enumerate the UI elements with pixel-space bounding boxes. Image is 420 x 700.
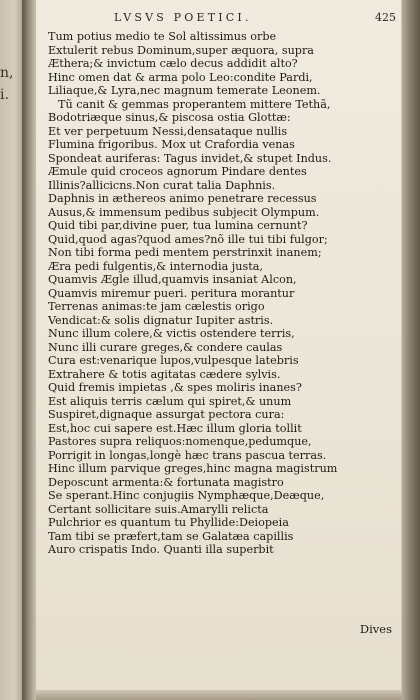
- verse-line: Extulerit rebus Dominum,super æquora, supra: [48, 43, 314, 57]
- verse-line: Cura est:venarique lupos,vulpesque latebris: [48, 354, 299, 367]
- verse-line: Pulchrior es quantum tu Phyllide:Deiopeia: [48, 516, 289, 529]
- running-head: [36, 11, 402, 27]
- verse-line: Spondeat auriferas: Tagus invidet,& stupet Indus.: [48, 151, 332, 165]
- verse-line: Auro crispatis Indo. Quanti illa superbit: [48, 543, 274, 556]
- verse-line: Suspiret,dignaque assurgat pectora cura:: [48, 408, 285, 421]
- verse-line: Porrigit in longas,longè hæc trans pascua terras.: [48, 448, 327, 462]
- verse-line: Quid tibi par,divine puer, tua lumina cernunt?: [48, 219, 308, 232]
- catchword: Dives: [359, 622, 392, 636]
- verse-line: Bodotriæque sinus,& piscosa ostia Glottæ:: [48, 111, 291, 124]
- verse-line: Tum potius medio te Sol altissimus orbe: [48, 30, 277, 43]
- verse-line: Tũ canit & gemmas properantem mittere Tethã,: [58, 97, 331, 111]
- verse-line: Quid,quod agas?quod ames?nõ ille tui tibi fulgor;: [48, 232, 328, 246]
- page-right-edge: [402, 0, 420, 700]
- verse-line: Et ver perpetuum Nessi,densataque nullis: [48, 124, 288, 138]
- verse-line: Nunc illum colere,& victis ostendere terris,: [48, 327, 295, 340]
- verse-line: Illinis?allicicns.Non curat talia Daphnis.: [48, 178, 276, 192]
- verse-line: Se sperant.Hinc conjugiis Nymphæque,Deæque,: [48, 489, 325, 502]
- verse-line: Æra pedi fulgentis,& internodia justa,: [48, 259, 263, 273]
- verse-line: Vendicat:& solis dignatur Iupiter astris.: [48, 313, 274, 327]
- verse-line: Liliaque,& Lyra,nec magnum temerate Leonem.: [48, 84, 321, 97]
- verse-line: Terrenas animas:te jam cælestis origo: [48, 300, 265, 313]
- verse-block: [48, 30, 398, 557]
- previous-page-edge: [0, 0, 24, 700]
- verse-line: Æthera;& invictum cælo decus addidit alto?: [48, 57, 298, 70]
- previous-page-fragment: i.: [0, 87, 9, 103]
- verse-line: Æmule quid croceos agnorum Pindare dentes: [48, 165, 307, 178]
- verse-line: Non tibi forma pedi mentem perstrinxit inanem;: [48, 246, 322, 259]
- verse-line: Certant sollicitare suis.Amarylli relicta: [48, 502, 269, 516]
- running-title: LVSVS POETICI.: [114, 11, 252, 24]
- verse-line: Daphnis in æthereos animo penetrare recessus: [48, 192, 317, 205]
- verse-line: Ausus,& immensum pedibus subjecit Olympum.: [48, 205, 320, 219]
- verse-line: Flumina frigoribus. Mox ut Crafordia venas: [48, 138, 295, 151]
- verse-line: Quamvis miremur pueri. peritura morantur: [48, 286, 295, 300]
- page-number: 425: [375, 11, 396, 24]
- page-bottom-edge: [36, 690, 402, 700]
- verse-line: Est,hoc cui sapere est.Hæc illum gloria tollit: [48, 421, 302, 435]
- verse-line: Quid fremis impietas ,& spes moliris inanes?: [48, 381, 302, 394]
- verse-line: Pastores supra reliquos:nomenque,pedumque,: [48, 435, 312, 448]
- verse-line: Tam tibi se præfert,tam se Galatæa capillis: [48, 529, 294, 543]
- book-page: [36, 0, 402, 690]
- verse-line: Hinc illum parvique greges,hinc magna magistrum: [48, 462, 338, 475]
- verse-line: Hinc omen dat & arma polo Leo:condite Pardi,: [48, 70, 313, 84]
- verse-line: Nunc illi curare greges,& condere caulas: [48, 340, 283, 354]
- verse-line: Est aliquis terris cælum qui spiret,& unum: [48, 394, 292, 408]
- previous-page-fragment: n,: [0, 65, 14, 81]
- verse-line: Extrahere & totis agitatas cædere sylvis.: [48, 367, 281, 381]
- verse-line: Quamvis Ægle illud,quamvis insaniat Alcon,: [48, 273, 297, 286]
- verse-line: Deposcunt armenta:& fortunata magistro: [48, 475, 284, 489]
